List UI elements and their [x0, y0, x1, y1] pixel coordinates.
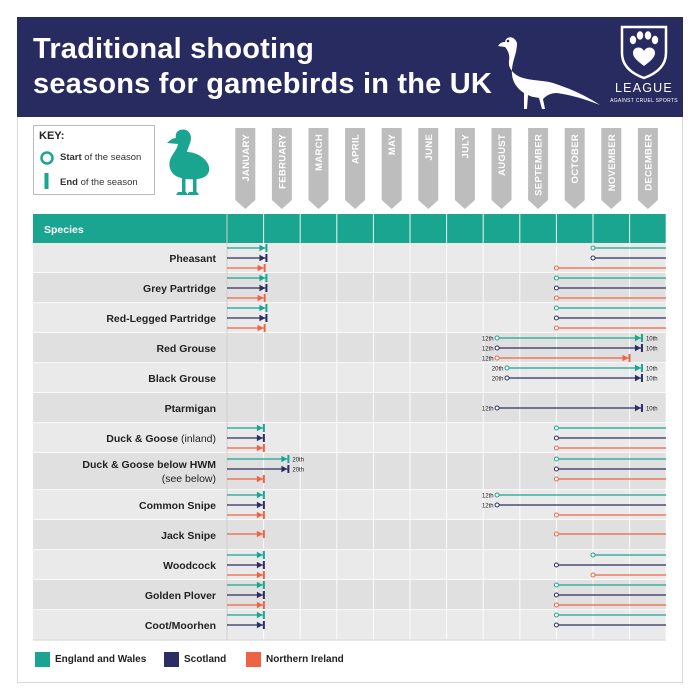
month-label: JUNE	[423, 134, 435, 161]
start-marker	[554, 467, 558, 471]
start-marker	[495, 336, 499, 340]
start-marker	[554, 276, 558, 280]
legend-label: Scotland	[184, 654, 227, 665]
key-title: KEY:	[39, 130, 65, 142]
month-label: APRIL	[350, 134, 362, 164]
start-marker	[505, 366, 509, 370]
start-date-label: 12th	[481, 346, 494, 353]
start-marker	[591, 256, 595, 260]
end-date-label: 10th	[645, 406, 658, 413]
start-marker	[495, 503, 499, 507]
end-marker	[263, 530, 265, 538]
end-marker	[641, 374, 643, 382]
end-marker	[265, 304, 267, 312]
end-date-label: 20th	[292, 467, 305, 474]
start-marker	[554, 583, 558, 587]
end-marker	[641, 334, 643, 342]
start-marker	[554, 477, 558, 481]
legend-swatch	[246, 652, 261, 667]
species-label-line-2: (see below)	[161, 473, 216, 485]
species-label: Jack Snipe	[161, 530, 216, 542]
end-marker	[263, 475, 265, 483]
start-marker	[554, 513, 558, 517]
start-date-label: 20th	[491, 376, 504, 383]
start-marker	[591, 573, 595, 577]
month-label: JULY	[460, 134, 472, 159]
species-label: Duck & Goose below HWM	[82, 459, 216, 471]
species-label: Duck & Goose (inland)	[106, 433, 216, 445]
legend-label: England and Wales	[55, 654, 147, 665]
end-marker	[287, 455, 289, 463]
end-date-label: 20th	[292, 457, 305, 464]
species-label: Pheasant	[169, 253, 216, 265]
end-marker	[265, 254, 267, 262]
logo-name: LEAGUE	[615, 81, 673, 95]
end-marker	[263, 501, 265, 509]
species-label: Coot/Moorhen	[144, 620, 216, 632]
logo-subtitle: AGAINST CRUEL SPORTS	[610, 98, 678, 104]
key-start-label: Start of the season	[60, 152, 142, 163]
start-marker	[554, 326, 558, 330]
end-date-label: 10th	[645, 346, 658, 353]
end-marker	[263, 434, 265, 442]
end-marker	[265, 274, 267, 282]
month-label: AUGUST	[497, 134, 508, 176]
start-marker	[495, 346, 499, 350]
species-label-suffix: (inland)	[178, 433, 216, 445]
start-date-label: 12th	[481, 356, 494, 363]
end-marker	[263, 601, 265, 609]
species-label: Red-Legged Partridge	[106, 313, 216, 325]
end-marker	[265, 244, 267, 252]
species-label: Common Snipe	[138, 500, 216, 512]
start-date-label: 12th	[481, 406, 494, 413]
end-date-label: 10th	[645, 376, 658, 383]
legend-swatch	[35, 652, 50, 667]
start-date-label: 12th	[481, 503, 494, 510]
end-marker	[263, 561, 265, 569]
end-marker	[263, 551, 265, 559]
end-marker	[287, 465, 289, 473]
end-marker	[263, 511, 265, 519]
end-marker	[263, 424, 265, 432]
end-marker	[263, 611, 265, 619]
species-label: Ptarmigan	[164, 403, 216, 415]
end-marker	[263, 491, 265, 499]
end-marker	[265, 284, 267, 292]
legend-label: Northern Ireland	[266, 654, 344, 665]
end-marker	[264, 264, 266, 272]
month-label: SEPTEMBER	[533, 134, 545, 196]
start-marker	[554, 563, 558, 567]
month-label: DECEMBER	[643, 134, 655, 191]
start-marker	[554, 426, 558, 430]
species-label: Woodcock	[163, 560, 216, 572]
end-date-label: 10th	[645, 336, 658, 343]
end-date-label: 10th	[645, 366, 658, 373]
start-date-label: 12th	[481, 493, 494, 500]
end-marker	[263, 591, 265, 599]
end-marker	[263, 621, 265, 629]
end-marker	[265, 314, 267, 322]
end-marker	[264, 324, 266, 332]
start-marker	[495, 406, 499, 410]
species-header-label: Species	[44, 224, 84, 236]
start-marker	[554, 532, 558, 536]
month-label: OCTOBER	[570, 134, 582, 184]
key-end-label: End of the season	[60, 177, 138, 188]
species-label: Black Grouse	[148, 373, 216, 385]
month-label: JANUARY	[240, 134, 252, 182]
start-marker	[495, 356, 499, 360]
end-marker	[641, 404, 643, 412]
start-marker	[554, 623, 558, 627]
start-marker	[554, 306, 558, 310]
start-marker	[554, 446, 558, 450]
start-marker	[554, 613, 558, 617]
start-marker	[591, 553, 595, 557]
start-marker	[591, 246, 595, 250]
start-date-label: 12th	[481, 336, 494, 343]
page-title-line-1: Traditional shooting	[33, 33, 315, 65]
start-marker	[554, 457, 558, 461]
month-label: MARCH	[314, 134, 325, 171]
month-label: MAY	[387, 134, 399, 156]
start-marker	[554, 296, 558, 300]
month-label: FEBRUARY	[277, 134, 289, 189]
start-marker	[554, 603, 558, 607]
start-marker	[554, 593, 558, 597]
species-label: Red Grouse	[156, 343, 216, 355]
end-marker	[629, 354, 631, 362]
legend-swatch	[164, 652, 179, 667]
species-label: Grey Partridge	[143, 283, 216, 295]
page-title-line-2: seasons for gamebirds in the UK	[33, 68, 493, 100]
end-marker	[263, 571, 265, 579]
month-label: NOVEMBER	[606, 134, 618, 192]
end-marker	[263, 581, 265, 589]
start-marker	[554, 266, 558, 270]
species-header-bar	[33, 214, 666, 243]
start-marker	[554, 436, 558, 440]
start-marker	[495, 493, 499, 497]
species-label: Golden Plover	[144, 590, 216, 602]
start-marker	[554, 286, 558, 290]
start-marker	[554, 316, 558, 320]
start-date-label: 20th	[491, 366, 504, 373]
end-marker	[641, 364, 643, 372]
end-marker	[264, 294, 266, 302]
start-marker	[505, 376, 509, 380]
end-marker	[641, 344, 643, 352]
end-marker	[263, 444, 265, 452]
row-background	[33, 520, 666, 550]
